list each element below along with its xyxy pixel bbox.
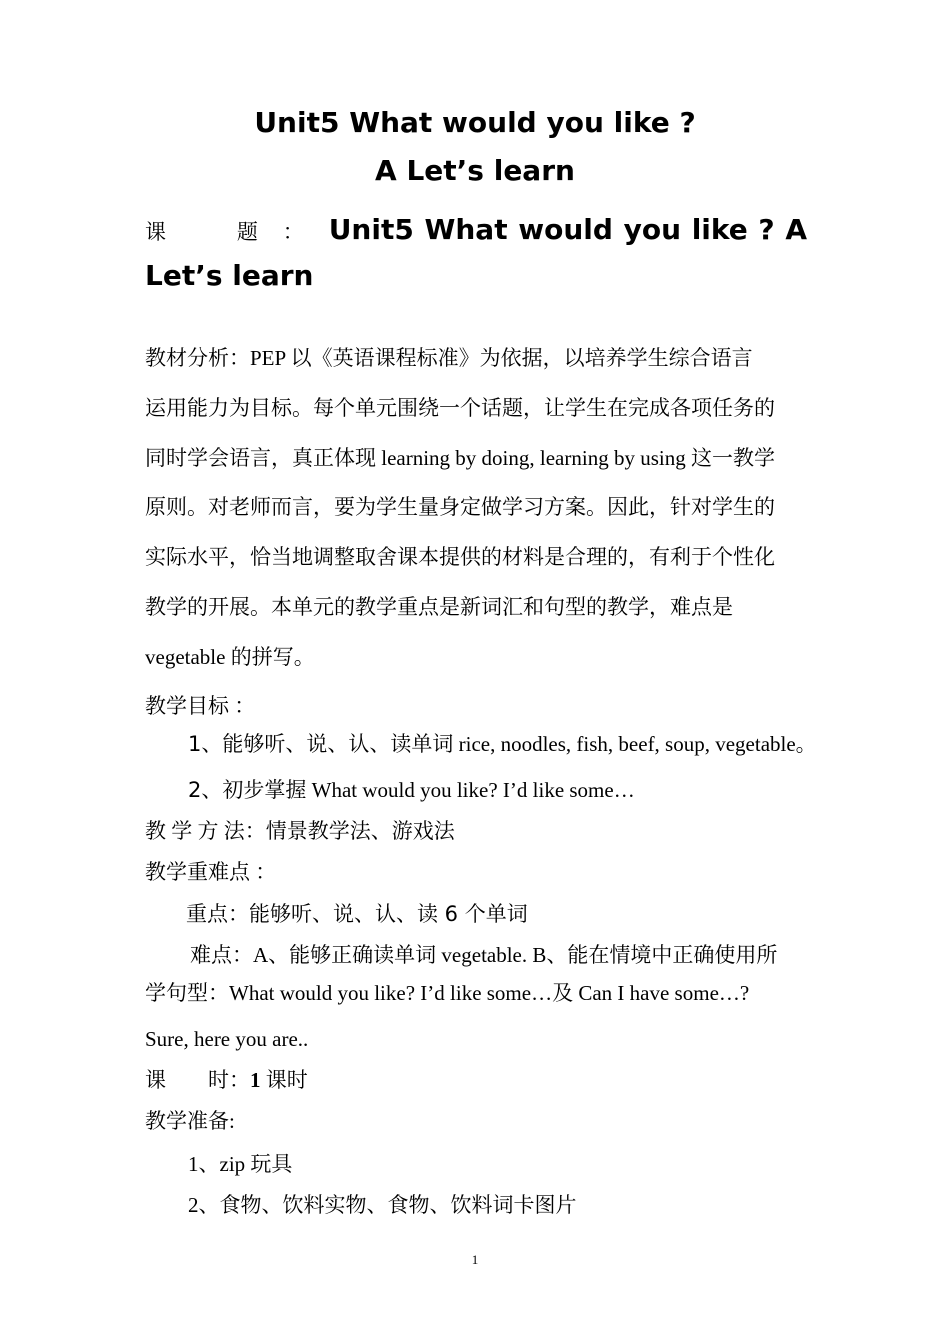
subject-label: 课 题： (145, 220, 329, 244)
preparation-item-2 (188, 1191, 577, 1219)
analysis-line: vegetable 的拼写。 (145, 645, 315, 669)
document-title: Unit5 What would you like ? (254, 106, 696, 139)
objective-item-2-text: What would you like? I’d like some… (306, 778, 635, 802)
preparation-heading: 教学准备: (145, 1109, 235, 1133)
period-value: 1 (250, 1068, 261, 1092)
difficulty-line2-cjk: 学句型： (145, 981, 229, 1005)
focus-text: 能够听、说、认、读 6 个单词 (249, 902, 528, 926)
difficulty-line2-en: What would you like? I’d like some… (229, 981, 553, 1005)
objective-item-1-text: rice, noodles, fish, beef, soup, vegetable。 (453, 732, 817, 756)
focus-row (186, 900, 528, 928)
preparation-item-2-text: 食物、饮料实物、食物、饮料词卡图片 (219, 1193, 577, 1217)
objective-item-2 (188, 776, 635, 804)
period-row (145, 1066, 308, 1094)
analysis-line: 同时学会语言，真正体现 learning by doing, learning by using 这一教学 (145, 446, 775, 470)
preparation-item-1-num: 1、zip (188, 1152, 251, 1176)
difficulty-a-marker: A、 (253, 943, 290, 967)
key-points-heading: 教学重难点 ： (145, 860, 277, 884)
analysis-line: 教学的开展。本单元的教学重点是新词汇和句型的教学，难点是 (145, 595, 733, 619)
analysis-line: 教材分析：PEP 以《英语课程标准》为依据，以培养学生综合语言 (145, 346, 753, 370)
difficulty-line2-en2: Can I have some…? (573, 981, 750, 1005)
difficulty-b-cjk: 能在情境中正确使用所 (567, 943, 778, 967)
analysis-line: 原则。对老师而言，要为学生量身定做学习方案。因此，针对学生的 (145, 495, 775, 519)
period-label: 课 时： (145, 1068, 250, 1092)
difficulty-a-en: vegetable. B、 (436, 943, 568, 967)
subject-heading (145, 208, 807, 298)
objective-item-1 (188, 730, 817, 758)
subject-value: Unit5 What would you like ? A Let’s learn (145, 213, 807, 292)
objectives-heading: 教学目标 ： (145, 694, 256, 718)
document-subtitle: A Let’s learn (375, 154, 575, 187)
method-value: 情景教学法、游戏法 (265, 819, 455, 843)
analysis-line: 实际水平，恰当地调整取舍课本提供的材料是合理的，有利于个性化 (145, 545, 775, 569)
method-row (145, 817, 455, 845)
difficulty-row (190, 941, 777, 969)
difficulty-label: 难点： (190, 943, 253, 967)
objective-item-1-prefix: 1、能够听、说、认、读单词 (188, 732, 454, 756)
analysis-line: 运用能力为目标。每个单元围绕一个话题，让学生在完成各项任务的 (145, 396, 775, 420)
focus-label: 重点： (186, 902, 249, 926)
preparation-item-2-num: 2、 (188, 1193, 220, 1217)
difficulty-line2-cjk2: 及 (552, 981, 574, 1005)
page-number: 1 (471, 1252, 479, 1267)
period-unit: 课时 (260, 1068, 308, 1092)
difficulty-row-2 (145, 979, 749, 1007)
difficulty-row-3: Sure, here you are.. (145, 1027, 309, 1051)
method-label: 教 学 方 法： (145, 819, 266, 843)
difficulty-a-cjk: 能够正确读单词 (289, 943, 437, 967)
preparation-item-1 (188, 1150, 292, 1178)
preparation-item-1-text: 玩具 (250, 1152, 293, 1176)
objective-item-2-prefix: 2、初步掌握 (188, 778, 307, 802)
